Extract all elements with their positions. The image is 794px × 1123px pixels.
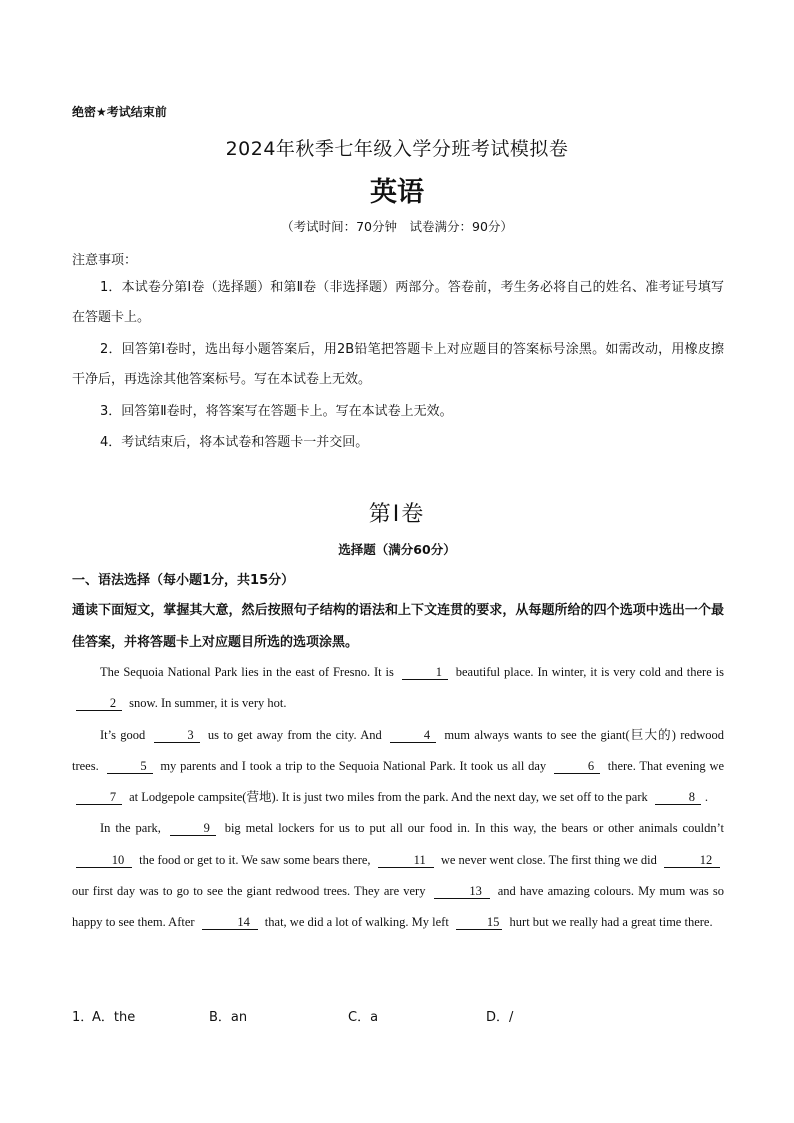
part1-instruction: 通读下面短文，掌握其大意，然后按照句子结构的语法和上下文连贯的要求，从每题所给的四个选项中选出一个最佳答案，并将答题卡上对应题目所选的选项涂黑。 (72, 603, 724, 650)
exam-title: 2024年秋季七年级入学分班考试模拟卷 (225, 138, 569, 160)
notice-item-4: 4．考试结束后，将本试卷和答题卡一并交回。 (100, 435, 369, 450)
option-a[interactable]: A．the (92, 1010, 136, 1025)
blank-4[interactable]: 4 (390, 728, 436, 743)
passage-paragraph-3: In the park, 9 big metal lockers for us to put all our food in. In this way, the bears or other animals couldn’t 10 the food or get to it. We saw some bears there, 11 we never went close. The first thing we did 12 our first day was to go to see the giant redwood trees. They are very 13 and have amazing colours. My mum was so happy to see them. After 14 that, we did a lot of walking. My left 15 hurt but we really had a great time there. (72, 821, 725, 930)
blank-9[interactable]: 9 (170, 821, 216, 836)
question-1-number: 1． (72, 1010, 94, 1025)
option-b[interactable]: B．an (209, 1010, 248, 1025)
passage-paragraph-1: The Sequoia National Park lies in the east of Fresno. It is 1 beautiful place. In winter, it is very cold and there is 2 snow. In summer, it is very hot. (72, 657, 724, 720)
blank-6[interactable]: 6 (554, 759, 600, 774)
blank-5[interactable]: 5 (107, 759, 153, 774)
passage-paragraph-2: It’s good 3 us to get away from the city. And 4 mum always wants to see the giant(巨大的) redwood trees. 5 my parents and I took a trip to the Sequoia National Park. It took us all day 6 there. That evening we 7 at Lodgepole campsite(营地). It is just two miles from the park. And the next day, we set off to the park 8 . (72, 727, 725, 805)
blank-8[interactable]: 8 (655, 790, 701, 805)
subject-title: 英语 (370, 177, 424, 208)
notice-heading: 注意事项： (72, 253, 138, 268)
part1-heading: 一、语法选择（每小题1分，共15分） (72, 573, 295, 588)
passage (72, 657, 724, 939)
option-d[interactable]: D．/ (486, 1010, 514, 1025)
blank-13[interactable]: 13 (434, 884, 490, 899)
secret-label: 绝密★考试结束前 (72, 105, 167, 119)
blank-1[interactable]: 1 (402, 665, 448, 680)
volume-title: 第Ⅰ卷 (368, 502, 426, 527)
notice-item-3: 3．回答第Ⅱ卷时，将答案写在答题卡上。写在本试卷上无效。 (100, 404, 453, 419)
blank-10[interactable]: 10 (76, 853, 132, 868)
blank-14[interactable]: 14 (202, 915, 258, 930)
option-c[interactable]: C．a (348, 1010, 379, 1025)
blank-2[interactable]: 2 (76, 696, 122, 711)
exam-info: （考试时间：70分钟 试卷满分：90分） (281, 219, 513, 234)
blank-11[interactable]: 11 (378, 853, 434, 868)
blank-12[interactable]: 12 (664, 853, 720, 868)
volume-subtitle: 选择题（满分60分） (338, 542, 456, 557)
blank-15[interactable]: 15 (456, 915, 503, 930)
notice-item-1: 1．本试卷分第Ⅰ卷（选择题）和第Ⅱ卷（非选择题）两部分。答卷前，考生务必将自己的姓名、准考证号填写在答题卡上。 (72, 280, 724, 325)
blank-7[interactable]: 7 (76, 790, 122, 805)
notice-item-2: 2．回答第Ⅰ卷时，选出每小题答案后，用2B铅笔把答题卡上对应题目的答案标号涂黑。如需改动，用橡皮擦干净后，再选涂其他答案标号。写在本试卷上无效。 (72, 342, 724, 387)
blank-3[interactable]: 3 (154, 728, 200, 743)
